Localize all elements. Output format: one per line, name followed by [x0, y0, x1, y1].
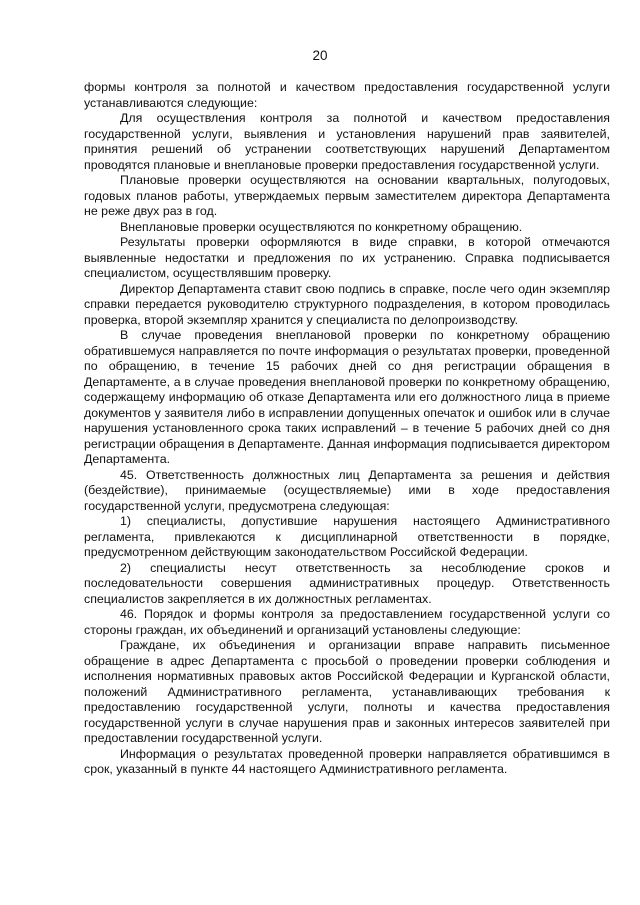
paragraph: 46. Порядок и формы контроля за предоставлением государственной услуги со стороны граждан, их объединений и организаций установлены следующие:: [84, 607, 610, 637]
paragraph: Внеплановые проверки осуществляются по конкретному обращению.: [120, 219, 523, 234]
paragraph: 1) специалисты, допустившие нарушения настоящего Административного регламента, привлекаются к дисциплинарной ответственности в порядке, предусмотренном действующим законодательством Российской Федерации.: [84, 514, 610, 559]
document-body: [84, 80, 610, 778]
paragraph: Информация о результатах проведенной проверки направляется обратившимся в срок, указанный в пункте 44 настоящего Административного регламента.: [84, 746, 610, 776]
paragraph: В случае проведения внеплановой проверки по конкретному обращению обратившемуся направляется по почте информация о результатах проверки, проведенной по обращению, в течение 15 рабочих дней со дня регистрации обращения в Департаменте, а в случае проведения внеплановой проверки по конкретному обращению, содержащему информацию об отказе Департамента или его должностного лица в приеме документов у заявителя либо в исправлении допущенных опечаток и ошибок или в случае нарушения установленного срока таких исправлений – в течение 5 рабочих дней со дня регистрации обращения в Департаменте. Данная информация подписывается директором Департамента.: [84, 328, 610, 466]
paragraph: Для осуществления контроля за полнотой и качеством предоставления государственной услуги, выявления и установления нарушений прав заявителей, принятия решений об устранении соответствующих нарушений Департаментом проводятся плановые и внеплановые проверки предоставления государственной услуги.: [84, 111, 610, 172]
paragraph: Директор Департамента ставит свою подпись в справке, после чего один экземпляр справки передается руководителю структурного подразделения, в котором проводилась проверка, второй экземпляр хранится у специалиста по делопроизводству.: [84, 281, 610, 327]
paragraph: 2) специалисты несут ответственность за несоблюдение сроков и последовательности совершения административных процедур. Ответственность специалистов закрепляется в их должностных регламентах.: [84, 560, 610, 606]
page-number: 20: [312, 48, 328, 63]
paragraph: Граждане, их объединения и организации вправе направить письменное обращение в адрес Департамента с просьбой о проведении проверки соблюдения и исполнения нормативных правовых актов Российской Федерации и Курганской области, положений Административного регламента, устанавливающих требования к предоставлению государственной услуги, полноты и качества предоставления государственной услуги в случае нарушения прав и законных интересов заявителей при предоставлении государственной услуги.: [84, 638, 610, 745]
paragraph: Результаты проверки оформляются в виде справки, в которой отмечаются выявленные недостатки и предложения по их устранению. Справка подписывается специалистом, осуществлявшим проверку.: [84, 235, 610, 280]
paragraph: 45. Ответственность должностных лиц Департамента за решения и действия (бездействие), принимаемые (осуществляемые) ими в ходе предоставления государственной услуги, предусмотрена следующая:: [84, 467, 610, 513]
paragraph: Плановые проверки осуществляются на основании квартальных, полугодовых, годовых планов работы, утверждаемых первым заместителем директора Департамента не реже двух раз в год.: [84, 173, 610, 218]
paragraph: формы контроля за полнотой и качеством предоставления государственной услуги устанавливаются следующие:: [84, 80, 610, 110]
